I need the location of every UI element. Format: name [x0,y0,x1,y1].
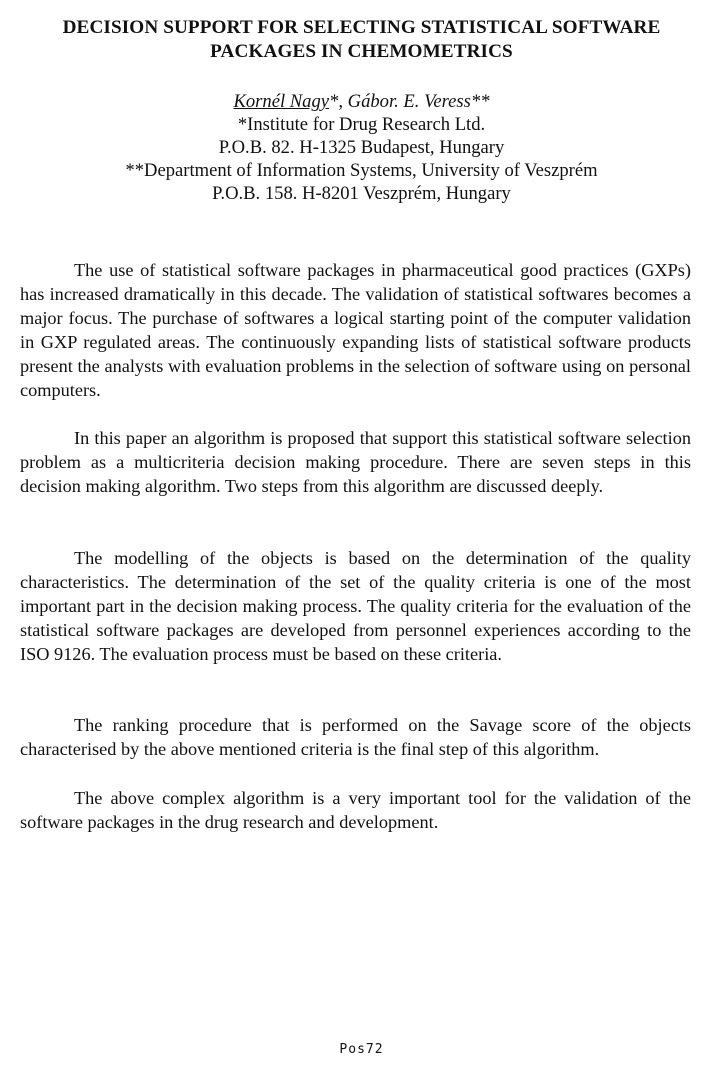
author-names [0,90,723,113]
paper-title [20,16,703,64]
paragraph-text: The use of statistical software packages in pharmaceutical good practices (GXPs) has increased dramatically in this decade. The validation of statistical softwares becomes a major focus. The purchase of softwares a logical starting point of the computer validation in GXP regulated areas. The continuously expanding lists of statistical software products present the analysts with evaluation problems in the selection of software using on personal computers. [20,260,691,400]
page-label: Pos72 [339,1042,384,1057]
abstract-paragraph-1 [20,258,691,402]
author-2: Gábor. E. Veress** [347,91,490,112]
author-1: Kornél Nagy [233,91,330,112]
abstract-paragraph-5 [20,786,691,834]
title-line-2: PACKAGES IN CHEMOMETRICS [210,41,513,62]
affiliation-2: **Department of Information Systems, University of Veszprém [125,160,598,181]
abstract-paragraph-2 [20,426,691,498]
affiliation-1: *Institute for Drug Research Ltd. [237,114,486,135]
address-1: P.O.B. 82. H-1325 Budapest, Hungary [218,137,505,158]
address-2: P.O.B. 158. H-8201 Veszprém, Hungary [212,183,511,204]
paragraph-text: The modelling of the objects is based on the determination of the quality characteristics. The determination of the set of the quality criteria is one of the most important part in the decision making process. The quality criteria for the evaluation of the statistical software packages are developed from personnel experiences according to the ISO 9126. The evaluation process must be based on these criteria. [20,548,691,664]
paragraph-text: The above complex algorithm is a very important tool for the validation of the software packages in the drug research and development. [20,788,691,832]
author-block [0,90,723,205]
paragraph-text: The ranking procedure that is performed on the Savage score of the objects characterised by the above mentioned criteria is the final step of this algorithm. [20,715,691,759]
paragraph-text: In this paper an algorithm is proposed that support this statistical software selection problem as a multicriteria decision making procedure. There are seven steps in this decision making algorithm. Two steps from this algorithm are discussed deeply. [20,428,691,496]
title-line-1: DECISION SUPPORT FOR SELECTING STATISTICAL SOFTWARE [62,17,661,38]
author-1-mark: * [329,91,339,112]
author-separator: , [338,91,348,112]
abstract-paragraph-4 [20,713,691,761]
abstract-paragraph-3 [20,546,691,666]
